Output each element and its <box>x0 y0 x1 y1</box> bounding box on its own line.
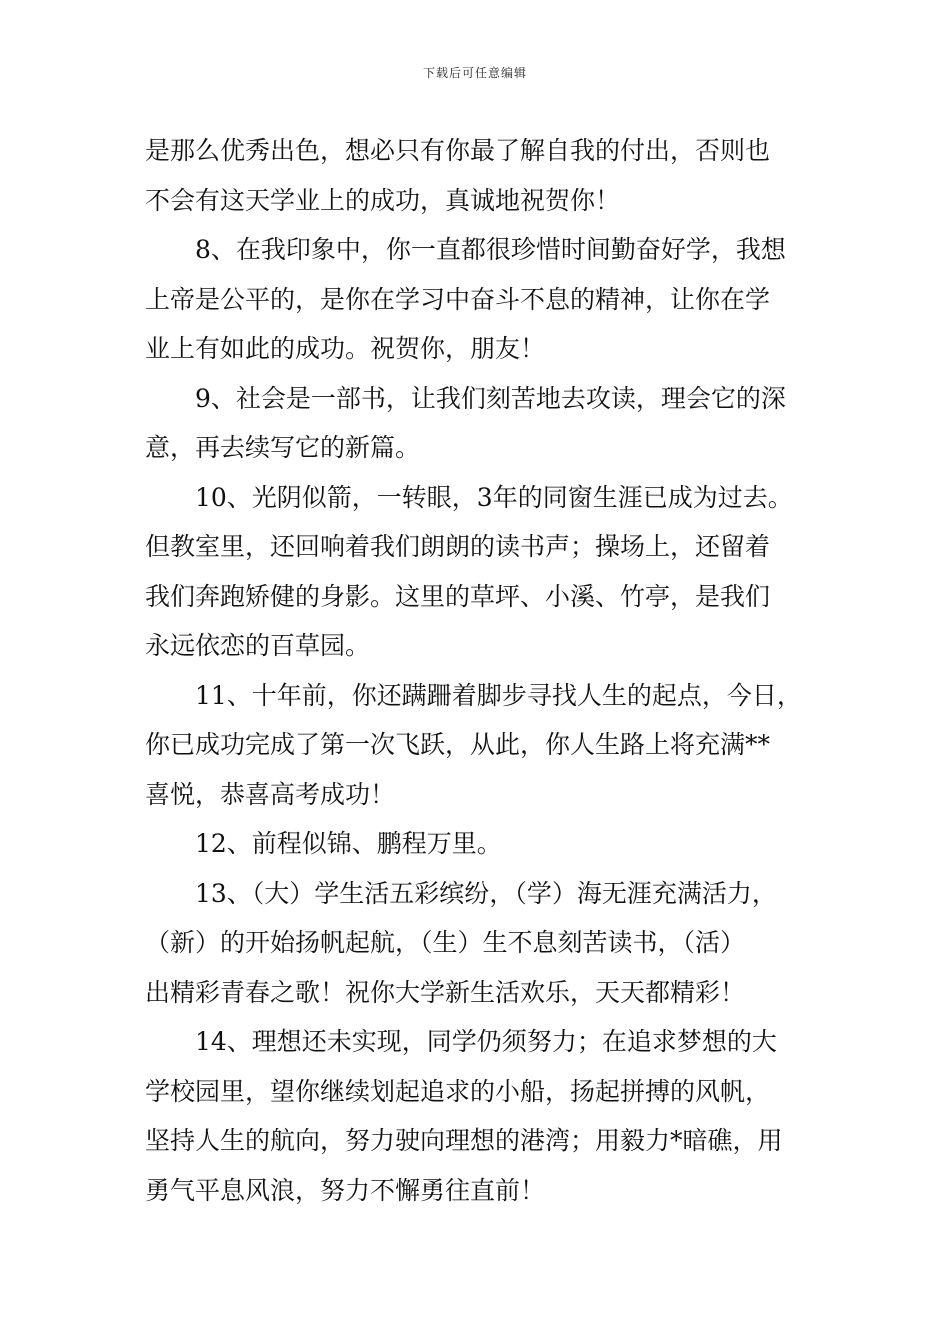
text-line: 10、光阴似箭，一转眼，3年的同窗生涯已成为过去。 <box>195 482 793 512</box>
text-line: 8、在我印象中，你一直都很珍惜时间勤奋好学，我想 <box>195 235 786 264</box>
text-line: 但教室里，还回响着我们朗朗的读书声；操场上，还留着 <box>145 532 771 561</box>
text-line: 我们奔跑矫健的身影。这里的草坪、小溪、竹亭，是我们 <box>145 581 771 611</box>
text-line: （新）的开始扬帆起航，（生）生不息刻苦读书，（活） <box>145 928 746 957</box>
text-line: 11、十年前，你还蹒跚着脚步寻找人生的起点，今日， <box>195 680 802 710</box>
text-line: 9、社会是一部书，让我们刻苦地去攻读，理会它的深 <box>195 383 786 413</box>
text-line: 勇气平息风浪，努力不懈勇往直前！ <box>145 1175 546 1205</box>
page-header: 下载后可任意编辑 <box>422 66 527 80</box>
text-line: 喜悦，恭喜高考成功！ <box>145 779 396 809</box>
text-line: 出精彩青春之歌！祝你大学新生活欢乐，天天都精彩！ <box>145 977 746 1007</box>
text-line: 业上有如此的成功。祝贺你，朋友！ <box>145 334 546 363</box>
text-line: 14、理想还未实现，同学仍须努力；在追求梦想的大 <box>195 1027 777 1056</box>
text-line: 12、前程似锦、鹏程万里。 <box>195 829 502 858</box>
text-line: 是那么优秀出色，想必只有你最了解自我的付出，否则也 <box>145 136 771 165</box>
text-line: 坚持人生的航向，努力驶向理想的港湾；用毅力*暗礁，用 <box>145 1126 783 1155</box>
text-line: 13、（大）学生活五彩缤纷，（学）海无涯充满活力， <box>195 878 777 908</box>
text-line: 上帝是公平的，是你在学习中奋斗不息的精神，让你在学 <box>145 284 771 314</box>
text-line: 永远依恋的百草园。 <box>145 631 371 660</box>
text-line: 你已成功完成了第一次飞跃，从此，你人生路上将充满** <box>145 730 771 759</box>
text-line: 意，再去续写它的新篇。 <box>145 433 421 462</box>
text-line: 不会有这天学业上的成功，真诚地祝贺你！ <box>145 185 621 215</box>
document-body <box>145 126 835 1215</box>
text-line: 学校园里，望你继续划起追求的小船，扬起拼搏的风帆， <box>145 1076 771 1106</box>
